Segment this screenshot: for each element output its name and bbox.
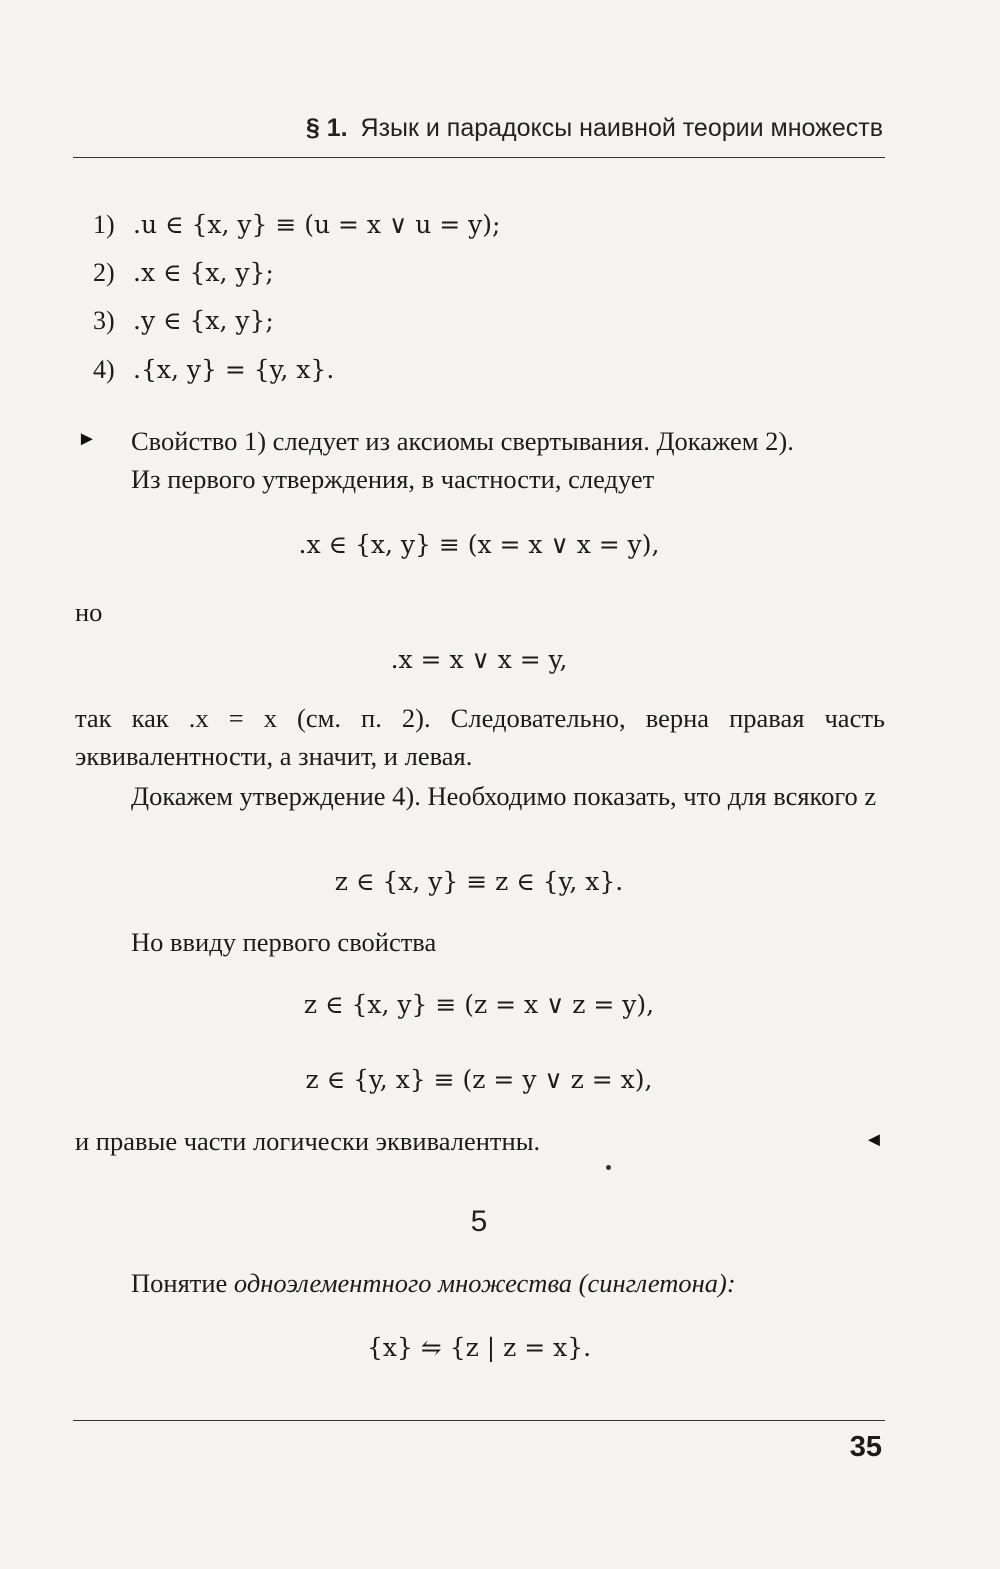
section5-intro <box>131 1264 736 1302</box>
footer-rule <box>73 1420 885 1421</box>
property-number: 1) <box>93 210 115 239</box>
section5-intro-italic: одноэлементного множества (синглетона): <box>233 1268 736 1298</box>
proof-line-2: Из первого утверждения, в частности, следует <box>131 464 655 494</box>
formula-display-5: z ∈ {y, x} ≡ (z = y ∨ z = x), <box>305 1065 653 1094</box>
property-item-2 <box>93 258 274 288</box>
header-rule <box>73 157 885 158</box>
formula-display-4: z ∈ {x, y} ≡ (z = x ∨ z = y), <box>303 990 655 1019</box>
print-speck <box>606 1165 611 1170</box>
running-header <box>0 114 883 143</box>
property-number: 4) <box>93 355 115 384</box>
property-item-3 <box>93 306 274 336</box>
proof-end-icon: ◄ <box>864 1129 884 1151</box>
paragraph-since: так как .x = x (см. п. 2). Следовательно, верна правая часть эквивалентности, а значит, и левая. <box>75 703 885 771</box>
formula-display-1: .x ∈ {x, y} ≡ (x = x ∨ x = y), <box>298 530 660 559</box>
property-formula: .y ∈ {x, y}; <box>133 306 274 335</box>
property-formula: .u ∈ {x, y} ≡ (u = x ∨ u = y); <box>133 210 501 239</box>
property-number: 2) <box>93 258 115 287</box>
proof-line-1: Свойство 1) следует из аксиомы свертывания. Докажем 2). <box>131 426 794 456</box>
line-last: и правые части логически эквивалентны. <box>75 1126 541 1156</box>
formula-display-3: z ∈ {x, y} ≡ z ∈ {y, x}. <box>334 867 624 896</box>
property-item-4 <box>93 355 334 385</box>
proof-start-icon: ► <box>77 428 97 450</box>
section-mark: § 1. <box>305 114 348 142</box>
page-number: 35 <box>849 1431 882 1463</box>
paragraph-prove-4: Докажем утверждение 4). Необходимо показать, что для всякого z <box>131 781 877 811</box>
formula-display-2: .x = x ∨ x = y, <box>390 645 568 674</box>
formula-singleton: {x} ⇋ {z | z = x}. <box>366 1333 592 1362</box>
line-view: Но ввиду первого свойства <box>131 927 437 957</box>
header-title: Язык и парадоксы наивной теории множеств <box>360 114 883 142</box>
property-formula: .{x, y} = {y, x}. <box>133 355 335 384</box>
section-number: 5 <box>470 1205 488 1238</box>
word-no: но <box>75 597 103 627</box>
property-number: 3) <box>93 306 115 335</box>
section5-intro-text: Понятие <box>131 1268 228 1298</box>
property-item-1 <box>93 210 500 240</box>
property-formula: .x ∈ {x, y}; <box>133 258 274 287</box>
